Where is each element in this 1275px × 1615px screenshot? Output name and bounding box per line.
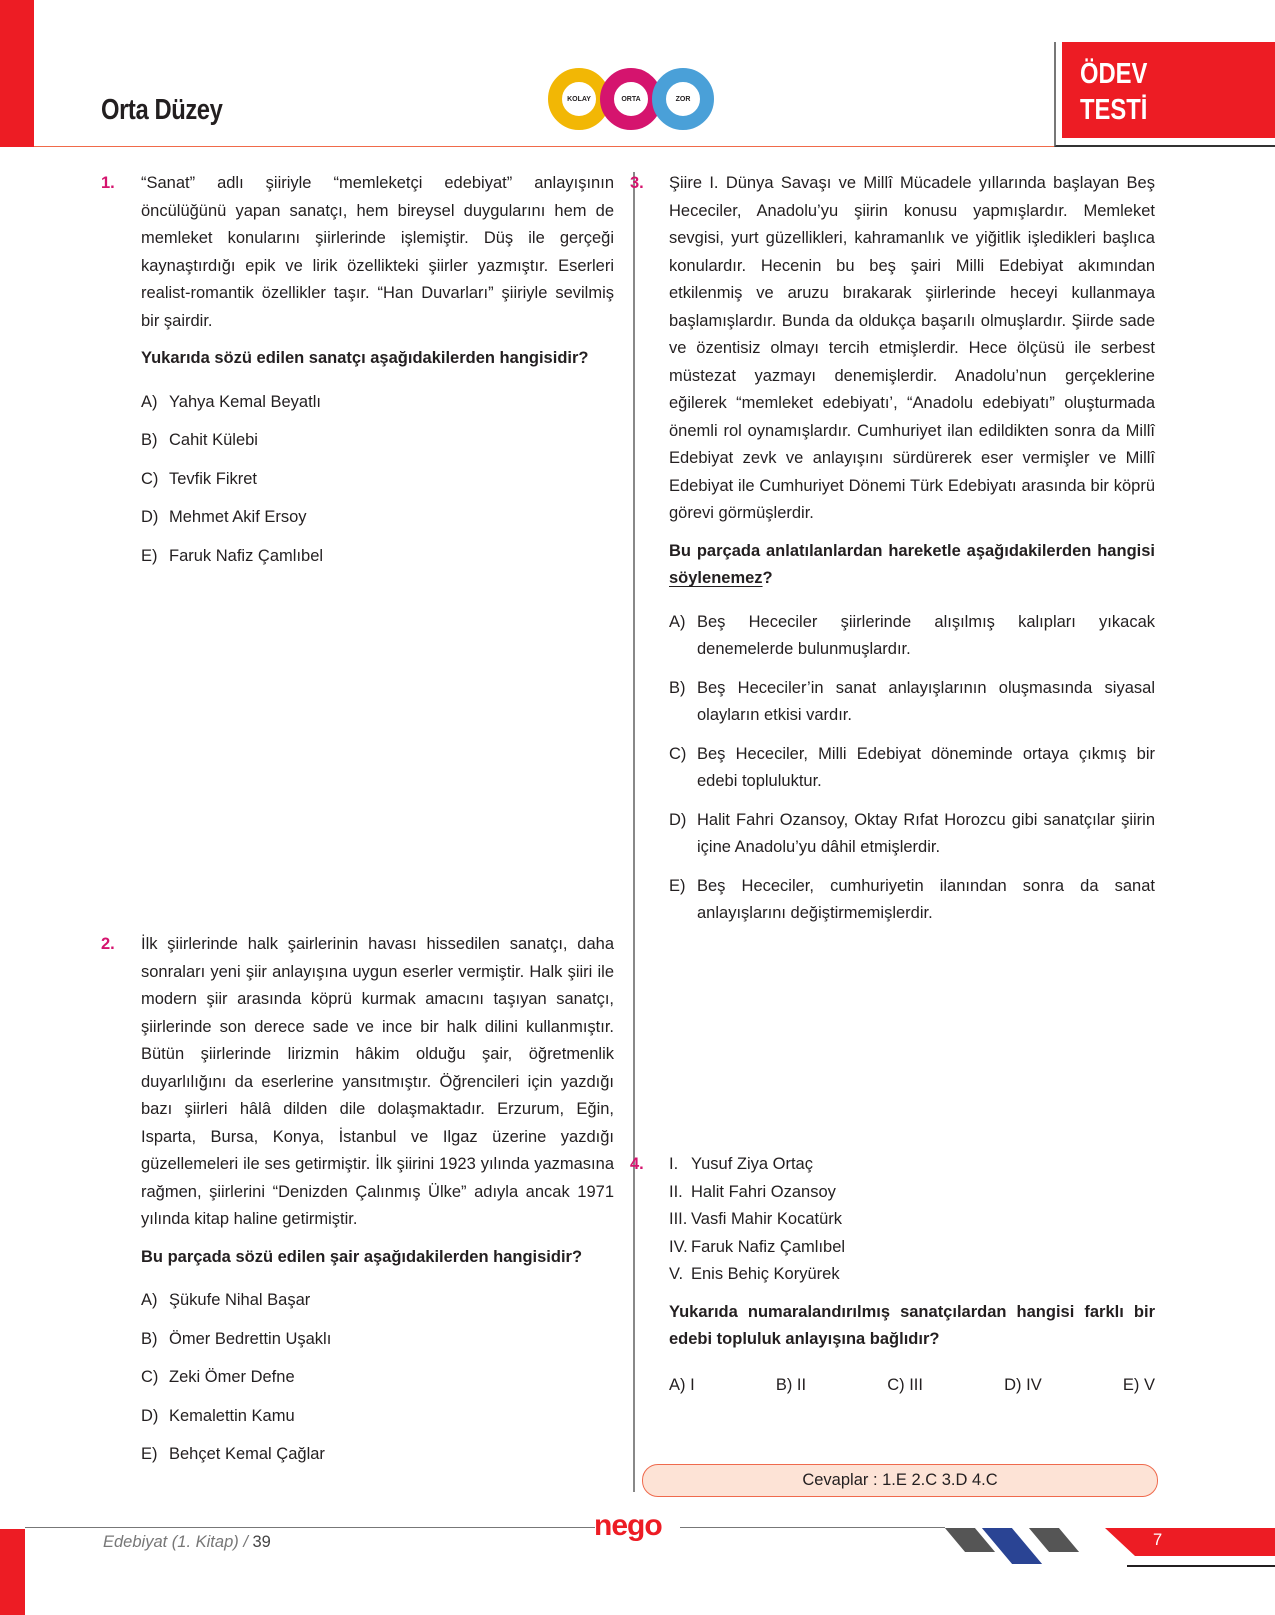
question-body: Şiire I. Dünya Savaşı ve Millî Mücadele yıllarında başlayan Beş Hececiler, Anadolu’yu şiirin konusu yapmışlardır. Memleket sevgisi, yurt güzellikleri, kahramanlık ve yiğitlik işledikleri başlıca konulardır. Hecenin bu beş şairi Milli Edebiyat akımından etkilenmiş ve aruzu bırakarak şiirlerinde heceyi kullanmaya başlamışlardır. Bunda da oldukça başarılı olmuşlardır. Şiirde sade ve özentisiz olmayı tercih etmişlerdir. Hece ölçüsü ile serbest müstezat yazmayı denemişlerdir. Anadolu’nun gerçeklerine eğilerek “memleket edebiyatı’, “Anadolu edebiyatı” oluşturmada önemli rol oynamışlardır. Cumhuriyet ilan edildikten sonra da Millî Edebiyat zevk ve anlayışını sürdürerek eser vermişler ve Millî Edebiyat ile Cumhuriyet Dönemi Türk Edebiyatı arasında bir köprü görevi görmüşlerdir. Bu parçada anlatılanlardan hareketle aşağıdakilerden hangisi söylenemez? A) Beş Hececiler şiirlerinde alışılmış kalıpları yıkacak denemelerde bulunmuşlardır. B) Beş Hececiler’in sanat anlayışlarının oluşmasında siyasal olayların etkisi vardır. C) Beş Hececiler, Milli Edebiyat döneminde ortaya çıkmış bir edebi topluluktur. D) Halit Fahri Ozansoy, Oktay Rıfat Horozcu gibi sanatçılar şiirin içine Anadolu’yu dâhil etmişlerdir. E) Beş Hececiler, cumhuriyetin ilanından sonra da sanat anlayışlarını değiştirmemişlerdir. bbox=[669, 170, 1155, 928]
option-a[interactable]: A) Beş Hececiler şiirlerinde alışılmış kalıpları yıkacak denemelerde bulunmuşlardır. bbox=[669, 612, 1155, 658]
option-e[interactable]: E) Behçet Kemal Çağlar bbox=[141, 1445, 325, 1463]
option-d[interactable]: D) Kemalettin Kamu bbox=[141, 1406, 295, 1425]
roman-item: II. Halit Fahri Ozansoy bbox=[669, 1182, 836, 1201]
left-red-bar bbox=[0, 0, 34, 147]
page-tab-underline bbox=[1127, 1565, 1275, 1567]
question-body: “Sanat” adlı şiiriyle “memleketçi edebiyat” anlayışının öncülüğünü yapan sanatçı, hem bireysel duygularını hem de memleket konularını şiirlerinde işlemiştir. Düş ile gerçeği kaynaştırdığı epik ve lirik özellikteki şiirler yazmıştır. Eserleri realist-romantik özellikler taşır. “Han Duvarları” şiiriyle sevilmiş bir şairdir. Yukarıda sözü edilen sanatçı aşağıdakilerden hangisidir? A) Yahya Kemal Beyatlı B) Cahit Külebi C) Tevfik Fikret D) Mehmet Akif Ersoy E) Faruk Nafiz Çamlıbel bbox=[141, 170, 614, 570]
option-d[interactable]: D) Mehmet Akif Ersoy bbox=[141, 508, 307, 526]
option-b[interactable]: B) Beş Hececiler’in sanat anlayışlarının oluşmasında siyasal olayların etkisi vardır. bbox=[669, 678, 1155, 724]
roman-item: I. Yusuf Ziya Ortaç bbox=[669, 1155, 813, 1173]
difficulty-kolay-ring: KOLAY bbox=[548, 68, 610, 130]
option-a[interactable]: A) I bbox=[669, 1375, 695, 1394]
negation-underline: söylenemez bbox=[669, 569, 763, 587]
roman-item: III. Vasfi Mahir Kocatürk bbox=[669, 1210, 842, 1228]
question-3 bbox=[630, 170, 1155, 939]
option-c[interactable]: C) Tevfik Fikret bbox=[141, 469, 258, 488]
publisher-logo: nego bbox=[594, 1509, 662, 1542]
option-d[interactable]: D) Halit Fahri Ozansoy, Oktay Rıfat Horozcu gibi sanatçılar şiirin içine Anadolu’yu dâhil etmişlerdir. bbox=[669, 810, 1155, 856]
option-c[interactable]: C) Beş Hececiler, Milli Edebiyat döneminde ortaya çıkmış bir edebi topluluktur. bbox=[669, 744, 1155, 790]
question-number: 4. bbox=[630, 1155, 644, 1173]
option-b[interactable]: B) Cahit Külebi bbox=[141, 431, 258, 449]
footer-divider bbox=[25, 1527, 595, 1528]
difficulty-zor-ring: ZOR bbox=[652, 68, 714, 130]
difficulty-logo bbox=[548, 68, 718, 138]
option-e[interactable]: E) Faruk Nafiz Çamlıbel bbox=[141, 546, 324, 565]
question-1 bbox=[101, 170, 614, 581]
question-number: 2. bbox=[101, 935, 115, 953]
option-b[interactable]: B) Ömer Bedrettin Uşaklı bbox=[141, 1329, 332, 1348]
left-red-bar-bottom bbox=[0, 1529, 25, 1615]
question-stem: Bu parçada sözü edilen şair aşağıdakilerden hangisidir? bbox=[141, 1247, 583, 1266]
odev-testi-badge: ÖDEV TESTİ bbox=[1062, 42, 1275, 138]
answer-key: Cevaplar : 1.E 2.C 3.D 4.C bbox=[642, 1464, 1158, 1497]
question-2 bbox=[101, 931, 614, 1480]
roman-item: V. Enis Behiç Koryürek bbox=[669, 1265, 840, 1283]
options-list bbox=[669, 1372, 1155, 1400]
question-body bbox=[669, 1151, 1155, 1399]
column-divider bbox=[633, 172, 635, 1492]
question-4 bbox=[630, 1151, 1155, 1399]
question-number: 3. bbox=[630, 174, 644, 192]
question-stem: Yukarıda numaralandırılmış sanatçılardan hangisi farklı bir edebi topluluk anlayışına bağlıdır? bbox=[669, 1302, 1155, 1348]
option-a[interactable]: A) Şükufe Nihal Başar bbox=[141, 1291, 311, 1309]
option-c[interactable]: C) Zeki Ömer Defne bbox=[141, 1368, 295, 1386]
header-divider bbox=[34, 146, 1054, 147]
option-c[interactable]: C) III bbox=[887, 1375, 923, 1394]
options-list bbox=[669, 609, 1155, 928]
page-number: 7 bbox=[1153, 1531, 1163, 1549]
question-body: İlk şiirlerinde halk şairlerinin havası hissedilen sanatçı, daha sonraları yeni şiir anlayışına uygun eserler vermiştir. Halk şiiri ile modern şiir arasında köprü kurmak amacını taşıyan sanatçı, şiirlerinde son derece sade ve ince bir halk dilini kullanmıştır. Bütün şiirlerinde lirizmin hâkim olduğu şair, öğretmenlik duyarlılığını da eserlerine yansıtmıştır. Öğrencileri için yazdığı bazı şiirleri hâlâ dilden dile dolaşmaktadır. Erzurum, Eğin, Isparta, Bursa, Konya, İstanbul ve Ilgaz üzerine yazdığı güzellemeleri ile ses getirmiştir. İlk şiirini 1923 yılında yazmasına rağmen, şiirlerini “Denizden Çalınmış Ülke” adıyla ancak 1971 yılında kitap haline getirmiştir. Bu parçada sözü edilen şair aşağıdakilerden hangisidir? A) Şükufe Nihal Başar B) Ömer Bedrettin Uşaklı C) Zeki Ömer Defne D) Kemalettin Kamu E) Behçet Kemal Çağlar bbox=[141, 931, 614, 1469]
question-stem: Yukarıda sözü edilen sanatçı aşağıdakilerden hangisidir? bbox=[141, 349, 589, 367]
footer-divider bbox=[680, 1527, 945, 1528]
options-list bbox=[141, 389, 614, 571]
option-b[interactable]: B) II bbox=[775, 1375, 807, 1394]
level-title: Orta Düzey bbox=[101, 94, 223, 126]
question-number: 1. bbox=[101, 174, 115, 192]
option-a[interactable]: A) Yahya Kemal Beyatlı bbox=[141, 392, 321, 411]
difficulty-orta-ring: ORTA bbox=[600, 68, 662, 130]
options-list bbox=[141, 1287, 614, 1469]
option-e[interactable]: E) V bbox=[1122, 1375, 1155, 1394]
book-reference: Edebiyat (1. Kitap) / 39 bbox=[103, 1533, 271, 1551]
option-d[interactable]: D) IV bbox=[1004, 1375, 1042, 1394]
question-stem: Bu parçada anlatılanlardan hareketle aşağıdakilerden hangisi söylenemez? bbox=[669, 541, 1155, 587]
roman-item: IV. Faruk Nafiz Çamlıbel bbox=[669, 1237, 846, 1256]
option-e[interactable]: E) Beş Hececiler, cumhuriyetin ilanından sonra da sanat anlayışlarını değiştirmemişlerdir. bbox=[669, 876, 1155, 922]
